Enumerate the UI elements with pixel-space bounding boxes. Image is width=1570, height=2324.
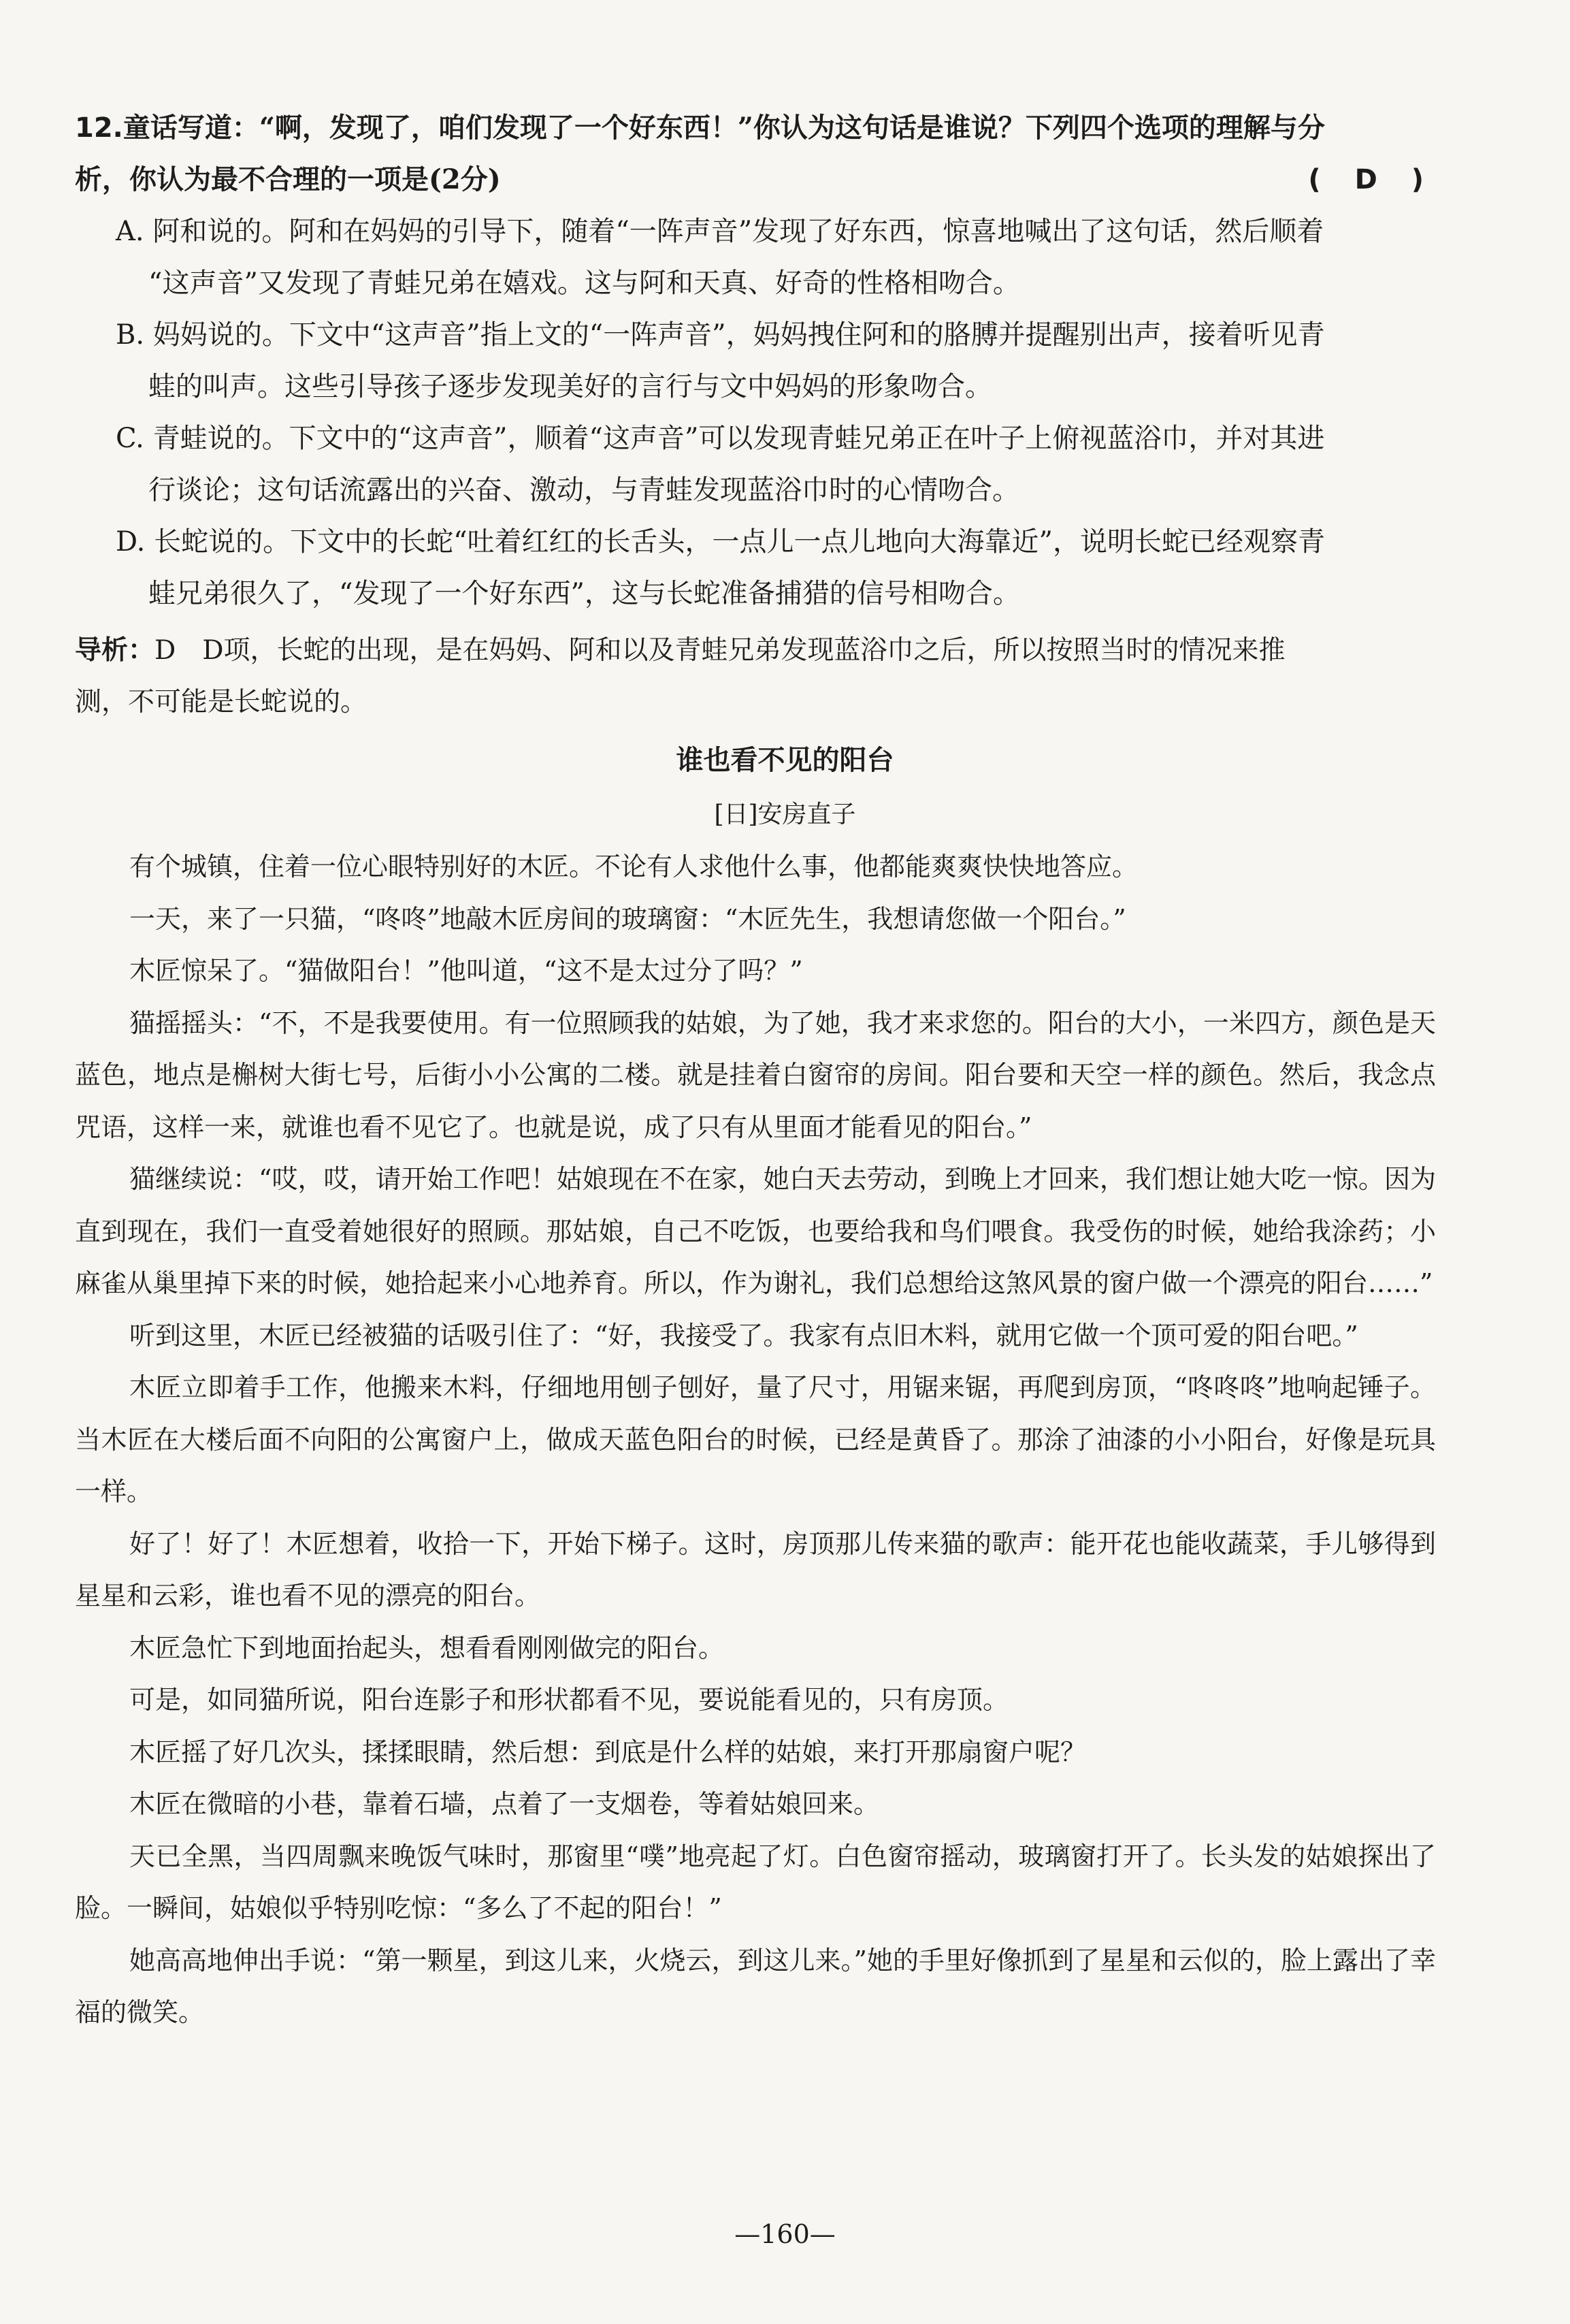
analysis-line2: 测，不可能是长蛇说的。 [75, 687, 367, 717]
question-stem-text2: 析，你认为最不合理的一项是(2分) [75, 163, 501, 195]
story-body [75, 841, 1436, 2039]
analysis [75, 625, 1436, 728]
option-d-line2: 蛙兄弟很久了，“发现了一个好东西”，这与长蛇准备捕猎的信号相吻合。 [148, 578, 1020, 609]
story-paragraph: 天已全黑，当四周飘来晚饭气味时，那窗里“噗”地亮起了灯。白色窗帘摇动，玻璃窗打开了。长头发的姑娘探出了脸。一瞬间，姑娘似乎特别吃惊：“多么了不起的阳台！” [75, 1841, 1436, 1923]
page-number: —160— [734, 2219, 836, 2249]
question-stem-line2 [75, 154, 1436, 206]
question-stem-line1 [75, 102, 1436, 154]
story-paragraph: 木匠立即着手工作，他搬来木料，仔细地用刨子刨好，量了尺寸，用锯来锯，再爬到房顶，“咚咚咚”地响起锤子。当木匠在大楼后面不向阳的公寓窗户上，做成天蓝色阳台的时候，已经是黄昏了。那涂了油漆的小小阳台，好像是玩具一样。 [75, 1372, 1436, 1506]
analysis-line1 [75, 625, 1436, 677]
option-b-line1: B. 妈妈说的。下文中“这声音”指上文的“一阵声音”，妈妈拽住阿和的胳膊并提醒别出声，接着听见青 [116, 319, 1325, 351]
story-title: 谁也看不见的阳台 [676, 745, 894, 776]
story-author: [日]安房直子 [714, 801, 856, 828]
option-d [75, 516, 1436, 619]
analysis-text1: D D项，长蛇的出现，是在妈妈、阿和以及青蛙兄弟发现蓝浴巾之后，所以按照当时的情况来推 [154, 635, 1286, 666]
option-a [75, 206, 1436, 309]
option-c-line2: 行谈论；这句话流露出的兴奋、激动，与青蛙发现蓝浴巾时的心情吻合。 [148, 474, 1019, 506]
story-paragraph: 木匠急忙下到地面抬起头，想看看刚刚做完的阳台。 [129, 1632, 725, 1663]
option-b-line2: 蛙的叫声。这些引导孩子逐步发现美好的言行与文中妈妈的形象吻合。 [148, 371, 992, 402]
question-block [75, 102, 1436, 728]
story-paragraph: 木匠在微暗的小巷，靠着石墙，点着了一支烟卷，等着姑娘回来。 [129, 1789, 880, 1819]
story-paragraph: 有个城镇，住着一位心眼特别好的木匠。不论有人求他什么事，他都能爽爽快快地答应。 [129, 852, 1139, 882]
story-paragraph: 可是，如同猫所说，阳台连影子和形状都看不见，要说能看见的，只有房顶。 [129, 1685, 1009, 1715]
story-paragraph: 好了！好了！木匠想着，收拾一下，开始下梯子。这时，房顶那儿传来猫的歌声：能开花也能收蔬菜，手儿够得到星星和云彩，谁也看不见的漂亮的阳台。 [75, 1528, 1436, 1611]
story-paragraph: 猫继续说：“哎，哎，请开始工作吧！姑娘现在不在家，她白天去劳动，到晚上才回来，我们想让她大吃一惊。因为直到现在，我们一直受着她很好的照顾。那姑娘，自己不吃饭，也要给我和鸟们喂食。我受伤的时候，她给我涂药；小麻雀从巢里掉下来的时候，她拾起来小心地养育。所以，作为谢礼，我们总想给这煞风景的窗户做一个漂亮的阳台……” [75, 1164, 1436, 1298]
question-stem-text1: 童话写道：“啊，发现了，咱们发现了一个好东西！”你认为这句话是谁说？下列四个选项的理解与分 [122, 112, 1325, 144]
story-paragraph: 木匠摇了好几次头，揉揉眼睛，然后想：到底是什么样的姑娘，来打开那扇窗户呢？ [129, 1737, 1087, 1767]
story-paragraph: 木匠惊呆了。“猫做阳台！”他叫道，“这不是太过分了吗？” [129, 956, 803, 986]
option-a-line2: “这声音”又发现了青蛙兄弟在嬉戏。这与阿和天真、好奇的性格相吻合。 [148, 268, 1020, 299]
analysis-label: 导析： [75, 635, 155, 666]
option-c-line1: C. 青蛙说的。下文中的“这声音”，顺着“这声音”可以发现青蛙兄弟正在叶子上俯视蓝浴巾，并对其进 [116, 423, 1325, 454]
story-paragraph: 猫摇摇头：“不，不是我要使用。有一位照顾我的姑娘，为了她，我才来求您的。阳台的大小，一米四方，颜色是天蓝色，地点是槲树大街七号，后街小小公寓的二楼。就是挂着白窗帘的房间。阳台要和天空一样的颜色。然后，我念点咒语，这样一来，就谁也看不见它了。也就是说，成了只有从里面才能看见的阳台。” [75, 1007, 1436, 1142]
story-paragraph: 听到这里，木匠已经被猫的话吸引住了：“好，我接受了。我家有点旧木料，就用它做一个顶可爱的阳台吧。” [129, 1320, 1358, 1351]
option-b [75, 309, 1436, 413]
option-a-line1: A. 阿和说的。阿和在妈妈的引导下，随着“一阵声音”发现了好东西，惊喜地喊出了这句话，然后顺着 [116, 216, 1324, 247]
story-paragraph: 她高高地伸出手说：“第一颗星，到这儿来，火烧云，到这儿来。”她的手里好像抓到了星星和云似的，脸上露出了幸福的微笑。 [75, 1945, 1436, 2027]
answer-bracket: ( D ) [1308, 164, 1436, 195]
question-number: 12. [75, 112, 123, 144]
story-paragraph: 一天，来了一只猫，“咚咚”地敲木匠房间的玻璃窗：“木匠先生，我想请您做一个阳台。” [129, 903, 1126, 934]
option-c [75, 413, 1436, 516]
option-d-line1: D. 长蛇说的。下文中的长蛇“吐着红红的长舌头，一点儿一点儿地向大海靠近”，说明长蛇已经观察青 [116, 526, 1325, 558]
